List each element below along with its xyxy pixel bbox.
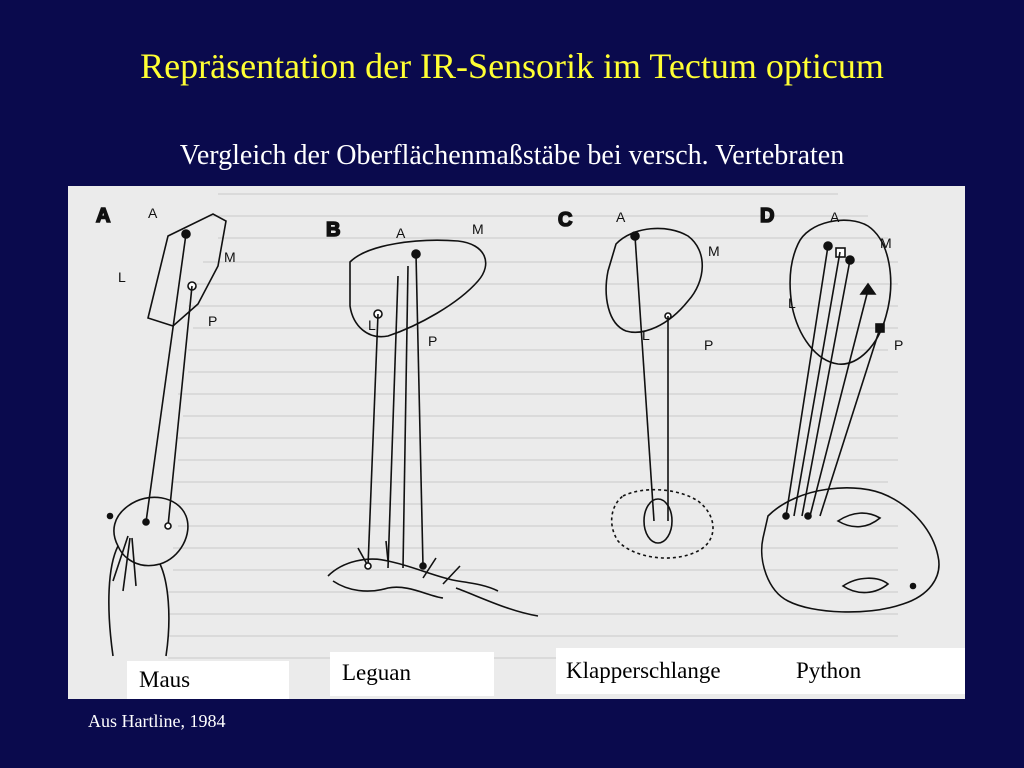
panel-c-letter: C: [558, 209, 573, 231]
mouse-head: [114, 497, 188, 565]
caption-leguan-text: Leguan: [342, 660, 411, 685]
panel-b-label-p: P: [428, 333, 438, 349]
panel-d-label-a: A: [830, 209, 840, 225]
python-head: [762, 488, 939, 612]
panel-b-label-l: L: [368, 317, 376, 333]
panel-b-label-a: A: [396, 225, 406, 241]
panel-b-label-m: M: [472, 221, 484, 237]
caption-maus: [127, 661, 289, 699]
caption-python: [774, 648, 965, 694]
panel-c-label-l: L: [642, 327, 650, 343]
figure-drawing: [68, 186, 965, 699]
panel-a-mouse: [96, 205, 226, 656]
iguana-body: [328, 559, 498, 591]
panel-d-label-p: P: [894, 337, 904, 353]
slide-subtitle: Vergleich der Oberflächenmaßstäbe bei versch. Vertebraten: [179, 140, 845, 171]
panel-d-label-m: M: [880, 235, 892, 251]
panel-c-label-p: P: [704, 337, 714, 353]
panel-b-letter: B: [326, 219, 341, 241]
caption-maus-text: Maus: [139, 667, 191, 692]
tectum-comparison-figure: [68, 186, 965, 699]
caption-klapperschlange-text: Klapperschlange: [566, 658, 721, 683]
panel-a-label-p: P: [208, 313, 218, 329]
panel-a-label-m: M: [224, 249, 236, 265]
background-text-bleed: [168, 194, 898, 658]
panel-c-label-m: M: [708, 243, 720, 259]
panel-d-letter: D: [760, 205, 775, 227]
caption-python-text: Python: [796, 658, 862, 683]
panel-b-iguana: [326, 219, 538, 616]
caption-klapperschlange: [556, 648, 774, 694]
panel-c-rattlesnake: [558, 209, 713, 558]
panel-a-label-a: A: [148, 205, 158, 221]
mouse-body-line-2: [109, 546, 118, 656]
slide-title: Repräsentation der IR-Sensorik im Tectum opticum: [140, 46, 884, 86]
panel-a-label-l: L: [118, 269, 126, 285]
panel-d-label-l: L: [788, 295, 796, 311]
caption-leguan: [330, 652, 494, 696]
iguana-body-2: [333, 581, 443, 598]
python-eye: [838, 513, 880, 527]
panel-c-label-a: A: [616, 209, 626, 225]
panel-a-letter: A: [96, 205, 111, 227]
tectum-outline-c: [606, 228, 702, 332]
source-citation: Aus Hartline, 1984: [88, 711, 226, 731]
python-eye-2: [843, 578, 888, 592]
mouse-body-line: [160, 564, 169, 656]
panel-d-python: [760, 205, 939, 612]
